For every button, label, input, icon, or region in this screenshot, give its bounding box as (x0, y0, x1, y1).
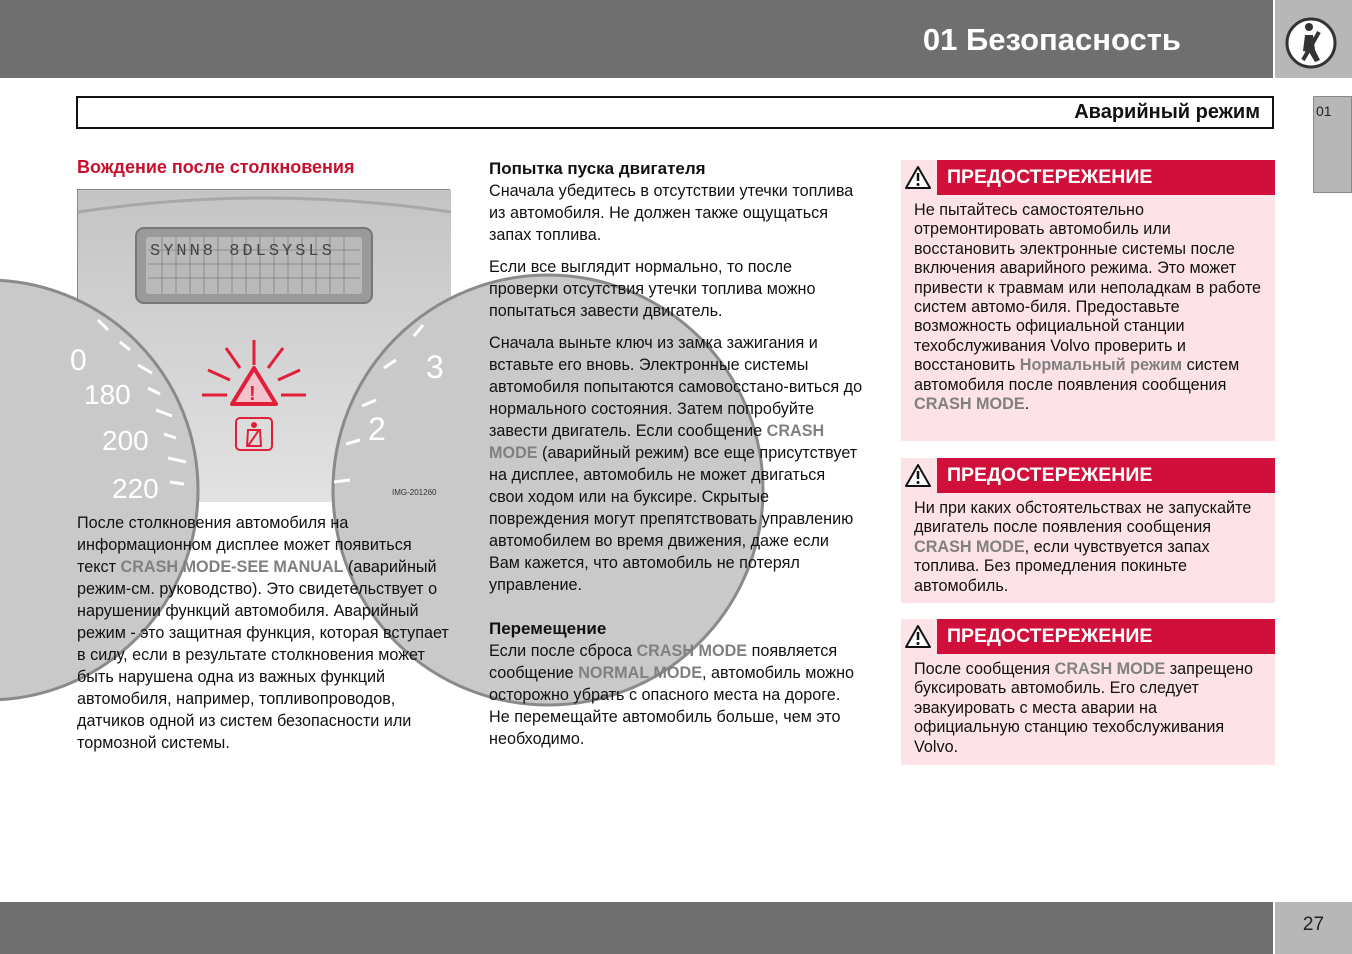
display-text: SYNN8 8DLSYSLS (150, 242, 335, 261)
warning-text: После сообщения CRASH MODE запрещено буксировать автомобиль. Его следует эвакуировать с места аварии на официальную станцию техобслуживания Volvo. (914, 660, 1254, 756)
warning-title: ПРЕДОСТЕРЕЖЕНИЕ (947, 166, 1153, 188)
warning-icon (901, 458, 937, 493)
gauge-right-3: 3 (426, 349, 444, 385)
page-number: 27 (1302, 914, 1325, 935)
gauge-left-220: 220 (112, 473, 159, 504)
section-bar (76, 96, 1274, 129)
page-number-box (1275, 902, 1352, 954)
side-tab-label: 01 (1316, 103, 1332, 119)
column-1-heading-wrap (77, 156, 457, 188)
warning-text: Ни при каких обстоятельствах не запускайте двигатель после появления сообщения CRASH MODE, если чувствуется запах топлива. Без промедления покиньте автомобиль. (914, 499, 1252, 595)
moving-heading: Перемещение (489, 619, 607, 638)
gauge-left-200: 200 (102, 425, 149, 456)
engine-start-paragraph-2: Если все выглядит нормально, то после проверки отсутствия утечки топлива можно попытаться завести двигатель. (489, 258, 816, 320)
dashboard-illustration (70, 190, 451, 504)
chapter-title: 01 Безопасность (922, 22, 1181, 57)
engine-start-paragraph-3: Сначала выньте ключ из замка зажигания и вставьте его вновь. Электронные системы автомобиля попытаются самовосстано-виться до нормального состояния. Затем попробуйте завести двигатель. Если сообщение CRASH MODE (аварийный режим) все еще присутствует на дисплее, автомобиль не может двигаться свои ходом или на буксире. Скрытые повреждения могут препятствовать управлению автомобилем во время движения, даже если Вам кажется, что автомобиль не потерял управление. (489, 334, 863, 594)
warning-icon (901, 619, 937, 654)
crash-mode-see-manual-text: CRASH MODE-SEE MANUAL (120, 558, 344, 576)
moving-paragraph: Если после сброса CRASH MODE появляется сообщение NORMAL MODE, автомобиль можно осторожно убрать с опасного места на дороге. Не перемещайте автомобиль больше, чем это необходимо. (489, 642, 855, 748)
section-title: Аварийный режим (1074, 101, 1260, 123)
warning-box-2 (901, 458, 1275, 603)
chapter-side-tab[interactable] (1313, 96, 1352, 193)
engine-start-paragraph-1: Сначала убедитесь в отсутствии утечки топлива из автомобиля. Не должен также ощущаться запах топлива. (489, 182, 854, 244)
svg-text:!: ! (249, 383, 256, 405)
header-bar (0, 0, 1273, 78)
warning-title: ПРЕДОСТЕРЕЖЕНИЕ (947, 625, 1153, 647)
gauge-left-0: 0 (70, 344, 87, 377)
engine-start-heading: Попытка пуска двигателя (489, 159, 706, 178)
column-1-paragraph: После столкновения автомобиля на информационном дисплее может появиться текст CRASH MODE-SEE MANUAL (аварийный режим-см. руководство). Это свидетельствует о нарушении функций автомобиля. Аварийный режим - это защитная функция, которая вступает в силу, если в результате столкновения может быть нарушена одна из важных функций автомобиля, например, топливопроводов, датчиков одной из систем безопасности или тормозной системы. (77, 514, 449, 752)
warning-box-3 (901, 619, 1275, 765)
warning-text: Не пытайтесь самостоятельно отремонтировать автомобиль или восстановить электронные системы после включения аварийного режима. Это может привести к травмам или неполадкам в работе систем автомо-биля. Предоставьте возможность официальной станции техобслуживания Volvo проверить и восстановить Нормальный режим систем автомобиля после появления сообщения CRASH MODE. (914, 201, 1262, 414)
warning-header (901, 619, 1275, 654)
image-id: IMG-201260 (392, 488, 437, 497)
column-2-body (489, 158, 864, 760)
warning-icon (901, 160, 937, 195)
footer-bar (0, 902, 1273, 954)
warning-header (901, 160, 1275, 195)
seatbelt-icon-box (1275, 0, 1352, 78)
column-1-heading: Вождение после столкновения (77, 157, 355, 177)
warning-title: ПРЕДОСТЕРЕЖЕНИЕ (947, 464, 1153, 486)
gauge-right-2: 2 (368, 411, 386, 447)
gauge-left-180: 180 (84, 379, 131, 410)
seatbelt-icon (1275, 0, 1352, 78)
warning-box-1 (901, 160, 1275, 441)
warning-header (901, 458, 1275, 493)
column-1-body (77, 512, 455, 764)
dashboard-figure (70, 189, 450, 504)
